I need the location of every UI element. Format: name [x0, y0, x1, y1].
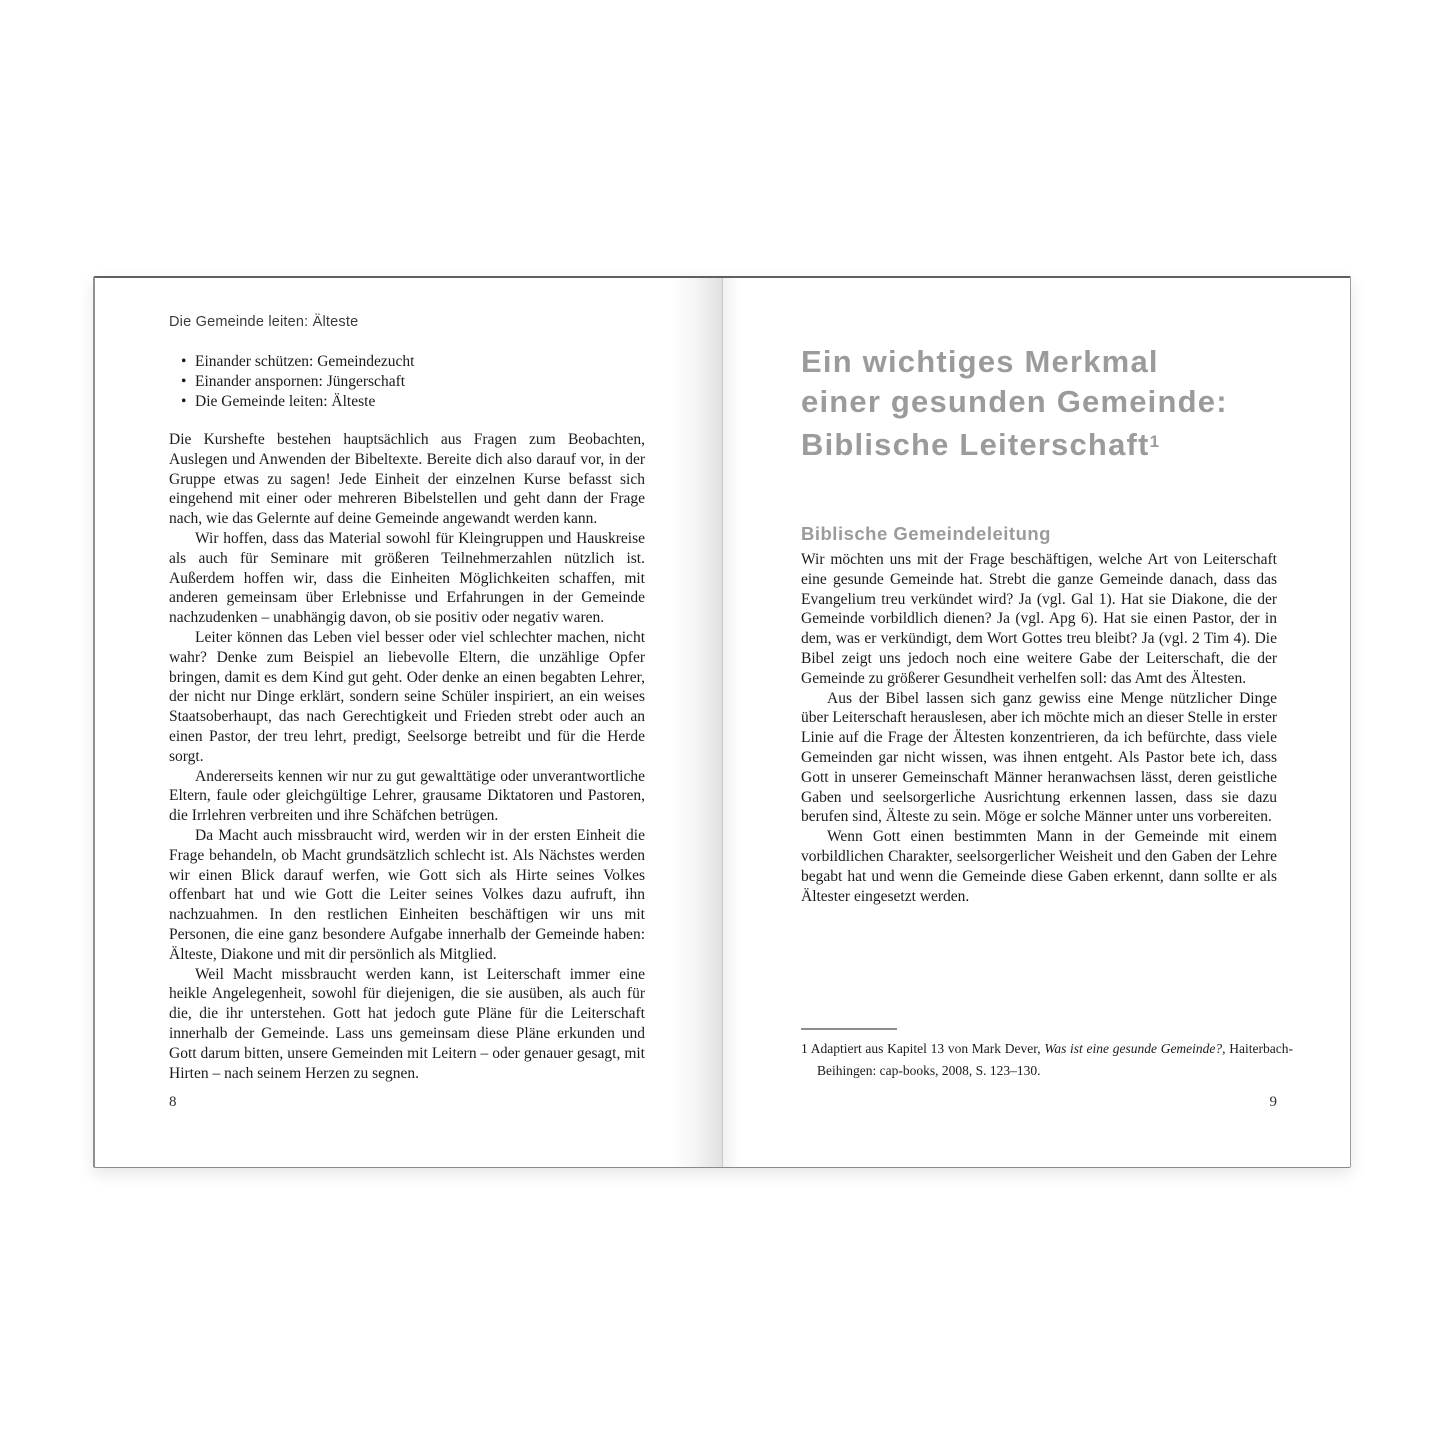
footnote-marker: 1 [801, 1041, 808, 1056]
bullet-icon: • [181, 353, 187, 370]
paragraph: Aus der Bibel lassen sich ganz gewiss eine Menge nützlicher Dinge über Leiterschaft herauslesen, aber ich möchte mich an dieser Stelle in erster Linie auf die Frage der Ältesten konzentrieren, da ich befürchte, dass viele Gemeinden gar nicht wissen, was ihnen entgeht. Als Pastor bete ich, dass Gott in unserer Gemeinschaft Männer heranwachsen lässt, deren geistliche Gaben und seelsorgerliche Ausrichtung erkennen lassen, dass sie dazu berufen sind, Älteste zu sein. Möge er solche Männer unter uns vorbereiten. [801, 689, 1277, 826]
list-item [169, 392, 645, 412]
left-page [95, 278, 723, 1167]
page-number-left: 8 [169, 1094, 177, 1110]
footnote-text: , Haiterbach-Beihingen: cap-books, 2008, S. 123–130. [817, 1041, 1293, 1078]
paragraph: Wir möchten uns mit der Frage beschäftigen, welche Art von Leiterschaft eine gesunde Gemeinde hat. Strebt die ganze Gemeinde danach, dass das Evangelium treu verkündet wird? Ja (vgl. Gal 1). Hat sie Diakone, die der Gemeinde vorbildlich dienen? Ja (vgl. Apg 6). Hat sie einen Pastor, der in dem, was er verkündigt, dem Wort Gottes treu bleibt? Ja (vgl. 2 Tim 4). Die Bibel zeigt uns jedoch noch eine weitere Gabe der Leiterschaft, die der Gemeinde zu größerer Gesundheit verhelfen soll: das Amt des Ältesten. [801, 551, 1277, 687]
bullet-icon: • [181, 392, 187, 410]
page-number-right: 9 [1269, 1094, 1277, 1110]
footnote-book-title: Was ist eine gesunde Gemeinde? [1044, 1041, 1223, 1056]
section-heading: Biblische Gemeindeleitung [801, 523, 1051, 544]
bullet-text: Einander anspornen: Jüngerschaft [195, 372, 406, 390]
paragraph: Wenn Gott einen bestimmten Mann in der Gemeinde mit einem vorbildlichen Charakter, seelsorgerlicher Weisheit und den Gaben der Lehre begabt hat und wenn die Gemeinde diese Gaben erkennt, dann sollte er als Ältester eingesetzt werden. [801, 828, 1277, 905]
bullet-text: Die Gemeinde leiten: Älteste [195, 392, 376, 410]
gutter-shadow [723, 278, 741, 1167]
bullet-list [169, 352, 645, 411]
paragraph: Weil Macht missbraucht werden kann, ist Leiterschaft immer eine heikle Angelegenheit, sowohl für diejenigen, die sie ausüben, als auch für die, die ihr unterstehen. Gott hat jedoch gute Pläne für die Leiterschaft innerhalb der Gemeinde. Lass uns gemeinsam diese Pläne erkunden und Gott darum bitten, unsere Gemeinden mit Leitern – oder genauer gesagt, mit Hirten – nach seinem Herzen zu segnen. [169, 965, 645, 1082]
chapter-title-line: Ein wichtiges Merkmal [801, 344, 1159, 379]
chapter-title [801, 342, 1228, 465]
footnote-text: Adaptiert aus Kapitel 13 von Mark Dever, [807, 1041, 1045, 1056]
paragraph: Andererseits kennen wir nur zu gut gewalttätige oder unverantwortliche Eltern, faule oder gleichgültige Lehrer, grausame Diktatoren und Pastoren, die Irrlehren verbreiten und ihre Schäfchen betrügen. [169, 767, 645, 825]
bullet-icon: • [181, 372, 187, 390]
right-page-body [801, 550, 1277, 906]
footnote [801, 1038, 1293, 1081]
footnote-reference-mark: 1 [1149, 432, 1160, 451]
right-page [723, 278, 1350, 1167]
chapter-title-line-text: Biblische Leiterschaft [801, 427, 1150, 462]
footnote-divider [801, 1028, 897, 1030]
paragraph: Wir hoffen, dass das Material sowohl für Kleingruppen und Hauskreise als auch für Seminare mit größeren Teilnehmerzahlen nützlich ist. Außerdem hoffen wir, dass die Einheiten Möglichkeiten schaffen, mit anderen gemeinsam über Erlebnisse und Erfahrungen in der Gemeinde nachzudenken – unabhängig davon, ob sie positiv oder negativ waren. [169, 529, 645, 627]
paragraph: Da Macht auch missbraucht wird, werden wir in der ersten Einheit die Frage behandeln, ob Macht grundsätzlich schlecht ist. Als Nächstes werden wir einen Blick darauf werfen, wie Gott sich als Hirte seines Volkes offenbart hat und wie Gott die Leiter seines Volkes dazu aufruft, ihn nachzuahmen. In den restlichen Einheiten beschäftigen wir uns mit Personen, die eine ganz besondere Aufgabe innerhalb der Gemeinde haben: Älteste, Diakone und mit dir persönlich als Mitglied. [169, 826, 645, 963]
gutter-shadow [670, 278, 722, 1167]
bullet-text: Einander schützen: Gemeindezucht [195, 353, 415, 370]
list-item [169, 372, 645, 392]
chapter-title-line [801, 422, 1228, 465]
left-page-body [169, 430, 645, 1083]
list-item [169, 352, 645, 372]
paragraph: Die Kurshefte bestehen hauptsächlich aus Fragen zum Beobachten, Auslegen und Anwenden der Bibeltexte. Bereite dich also darauf vor, in der Gruppe etwas zu sagen! Jede Einheit der einzelnen Kurse befasst sich eingehend mit einer oder mehreren Bibelstellen und geht dann der Frage nach, wie das Gelernte auf deine Gemeinde angewandt werden kann. [169, 431, 645, 528]
chapter-title-line: einer gesunden Gemeinde: [801, 384, 1228, 419]
running-header: Die Gemeinde leiten: Älteste [169, 314, 359, 330]
paragraph: Leiter können das Leben viel besser oder viel schlechter machen, nicht wahr? Denke zum Beispiel an liebevolle Eltern, die unzählige Opfer bringen, damit es dem Kind gut geht. Oder denke an einen begabten Lehrer, der nicht nur Dinge erklärt, sondern seine Schüler inspiriert, an ein weises Staatsoberhaupt, das nach Gerechtigkeit und Frieden strebt oder auch an einen Pastor, der treu lehrt, predigt, Seelsorge betreibt und für die Herde sorgt. [169, 628, 645, 765]
book-spread [93, 276, 1351, 1168]
